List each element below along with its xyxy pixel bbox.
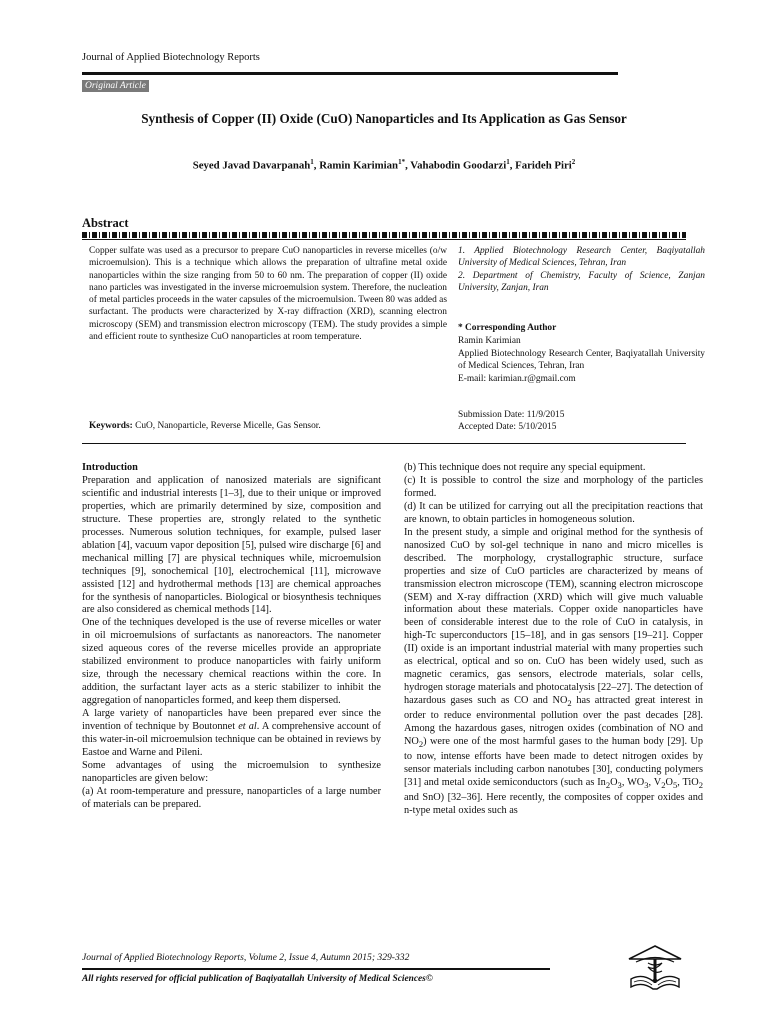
text-run: ) were one of the most harmful gases to the human body [29]. Up to now, intense efforts have been made to detect nitrogen oxides by sensor materials including carbon nanotubes [30], conducting polymers [31] and metal oxide semiconductors (such as In bbox=[404, 736, 703, 788]
submission-date: Submission Date: 11/9/2015 bbox=[458, 410, 565, 420]
author-affil-mark: 2 bbox=[571, 158, 576, 166]
accepted-date: Accepted Date: 5/10/2015 bbox=[458, 422, 557, 433]
keywords-label: Keywords: bbox=[89, 421, 133, 431]
footer-rights: All rights reserved for official publication of Baqiyatallah University of Medical Sciences© bbox=[82, 974, 433, 984]
paragraph: (a) At room-temperature and pressure, nanoparticles of a large number of materials can be prepared. bbox=[82, 785, 381, 810]
corresponding-name: Ramin Karimian bbox=[458, 335, 521, 346]
subscript: 2 bbox=[661, 780, 666, 791]
keywords bbox=[89, 421, 321, 431]
subscript: 2 bbox=[418, 739, 424, 750]
footer-citation: Journal of Applied Biotechnology Reports, Volume 2, Issue 4, Autumn 2015; 329-332 bbox=[82, 952, 410, 963]
author-name: Vahabodin Goodarzi bbox=[410, 159, 507, 172]
corresponding-address: Applied Biotechnology Research Center, Baqiyatallah University of Medical Sciences, Tehran, Iran bbox=[458, 348, 705, 372]
paragraph bbox=[82, 708, 381, 760]
text-run: A large variety of nanoparticles have been prepared ever since the invention of technique by Boutonnet bbox=[82, 708, 381, 733]
text-run: O bbox=[665, 776, 673, 788]
body-column-right bbox=[404, 462, 703, 818]
university-logo-icon bbox=[626, 943, 684, 993]
abstract-heading: Abstract bbox=[82, 216, 129, 230]
text-run: . A comprehensive account of this water-in-oil microemulsion technique can be obtained in reviews by Eastoe and Warne and Pileni. bbox=[82, 721, 381, 758]
subscript: 2 bbox=[605, 780, 611, 791]
author-name: Farideh Piri bbox=[515, 159, 572, 172]
author-affil-mark: 1 bbox=[310, 158, 314, 166]
paragraph: One of the techniques developed is the use of reverse micelles or water in oil microemulsions of surfactants as nanoreactors. The nanometer sized aqueous cores of the reverse micelles provide an appropriate stabilized environment to produce nanoparticles with fairly uniform size, through the necessary chemical reactions within the core. In addition, the surfactant layer acts as a steric stabilizer to inhibit the aggregation of nanoparticles formed, and keep them dispersed. bbox=[82, 617, 381, 707]
article-dates bbox=[458, 409, 564, 434]
text-run: , V bbox=[648, 776, 662, 788]
affiliation-item: 1. Applied Biotechnology Research Center, Baqiyatallah University of Medical Sciences, Tehran, Iran bbox=[458, 246, 705, 269]
text-run: , WO bbox=[621, 776, 645, 788]
article-title: Synthesis of Copper (II) Oxide (CuO) Nanoparticles and Its Application as Gas Sensor bbox=[141, 111, 627, 126]
corresponding-heading: * Corresponding Author bbox=[458, 323, 557, 333]
footer-rule bbox=[82, 968, 550, 970]
corresponding-author bbox=[458, 322, 705, 386]
list-item: (d) It can be utilized for carrying out all the precipitation reactions that are known, to obtain particles in homogeneous solution. bbox=[404, 500, 703, 525]
keywords-list: CuO, Nanoparticle, Reverse Micelle, Gas Sensor. bbox=[135, 421, 321, 431]
article-type-badge: Original Article bbox=[82, 80, 149, 92]
top-rule bbox=[82, 72, 618, 75]
author-sep: , bbox=[509, 159, 516, 172]
subscript: 3 bbox=[617, 780, 622, 791]
author-affil-mark: 1 bbox=[506, 158, 510, 166]
text-run: O bbox=[610, 776, 618, 788]
list-item: (c) It is possible to control the size and morphology of the particles formed. bbox=[404, 474, 703, 499]
affiliations bbox=[458, 245, 705, 294]
body-column-left bbox=[82, 462, 381, 812]
author-sep: , bbox=[313, 159, 320, 172]
text-run: has attracted great interest in order to reduce environmental pollution over the past decades [28]. Among the hazardous gases, nitrogen oxides (combination of NO and NO bbox=[404, 695, 704, 748]
text-run: In the present study, a simple and original method for the synthesis of nanosized CuO by sol-gel technique in nano and micro micelles is described. The morphology, crystallographic structure, surface properties and size of CuO particles are characterized by means of transmission electron microscope (TEM), scanning electron microscope (SEM) and X-ray diffraction (XRD) which will give much valuable information about these materials. Copper oxide nanoparticles have been of considerable interest due to the role of CuO in catalysis, in high-Tc superconductors [15–18], and in gas sensors [19–21]. Copper (II) oxide is an important industrial material with many properties such as electrical, optical and so on. CuO has been widely used, such as magnetic ceramics, gas sensors, electrode materials, solar cells, hydrogen storage materials and photocatalysis [22–27]. The detection of hazardous gases such as CO and NO bbox=[404, 526, 703, 707]
section-rule bbox=[82, 443, 686, 444]
author-name: Ramin Karimian bbox=[319, 159, 399, 172]
paragraph: Preparation and application of nanosized materials are significant scientific and industrial interests [1–3], due to their unique or improved properties, which are primarily determined by size, composition and structure. These properties are, strongly related to the synthetic processes. Numerous solution techniques, for example, pulsed laser ablation [4], vacuum vapor deposition [5], pulsed wire discharge [6] and mechanical milling [7] are physical techniques while, microemulsion techniques [9], sonochemical [10], electrochemical [11], microwave assisted [12] and hydrothermal methods [13] are chemical approaches for the synthesis of nanoparticles. Biological or biosynthesis techniques are also considered as chemical methods [14]. bbox=[82, 474, 381, 616]
author-affil-mark: 1* bbox=[398, 158, 406, 166]
subscript: 2 bbox=[698, 780, 704, 791]
paragraph bbox=[404, 527, 703, 818]
subscript: 5 bbox=[672, 780, 678, 791]
author-sep: , bbox=[405, 159, 411, 172]
rule-line bbox=[82, 239, 686, 240]
section-heading: Introduction bbox=[82, 462, 138, 473]
text-run: , TiO bbox=[677, 776, 699, 788]
text-run: and SnO) [32–36]. Here recently, the composites of copper oxides and n-type metal oxides such as bbox=[404, 791, 703, 816]
corresponding-email: E-mail: karimian.r@gmail.com bbox=[458, 374, 576, 385]
author-list bbox=[82, 158, 686, 172]
list-item: (b) This technique does not require any special equipment. bbox=[404, 462, 646, 473]
abstract-text: Copper sulfate was used as a precursor to prepare CuO nanoparticles in reverse micelles (o/w microemulsion). This is a technique which allows the preparation of ultrafine metal oxide nanoparticles within the size ranging from 50 to 60 nm. The preparation of copper (II) oxide nano particles was investigated in the inverse microemulsion system. Therefore, the nucleation of metal particles proceeds in the water capsules of the microemulsion. Tween 80 was added as surfactant. The products were characterized by X-ray diffraction (XRD), scanning electron microscopy (SEM) and transmission electron microscopy (TEM). The study provides a simple and efficient route to synthesize CuO nanoparticles at room temperature. bbox=[89, 246, 447, 343]
paragraph: Some advantages of using the microemulsion to synthesize nanoparticles are given below: bbox=[82, 759, 381, 784]
text-italic: et al bbox=[238, 721, 257, 733]
journal-name: Journal of Applied Biotechnology Reports bbox=[82, 52, 260, 63]
decorative-rule bbox=[82, 232, 686, 238]
subscript: 3 bbox=[644, 780, 649, 791]
author-name: Seyed Javad Davarpanah bbox=[192, 159, 311, 172]
affiliation-item: 2. Department of Chemistry, Faculty of Science, Zanjan University, Zanjan, Iran bbox=[458, 270, 705, 293]
subscript: 2 bbox=[567, 698, 572, 709]
